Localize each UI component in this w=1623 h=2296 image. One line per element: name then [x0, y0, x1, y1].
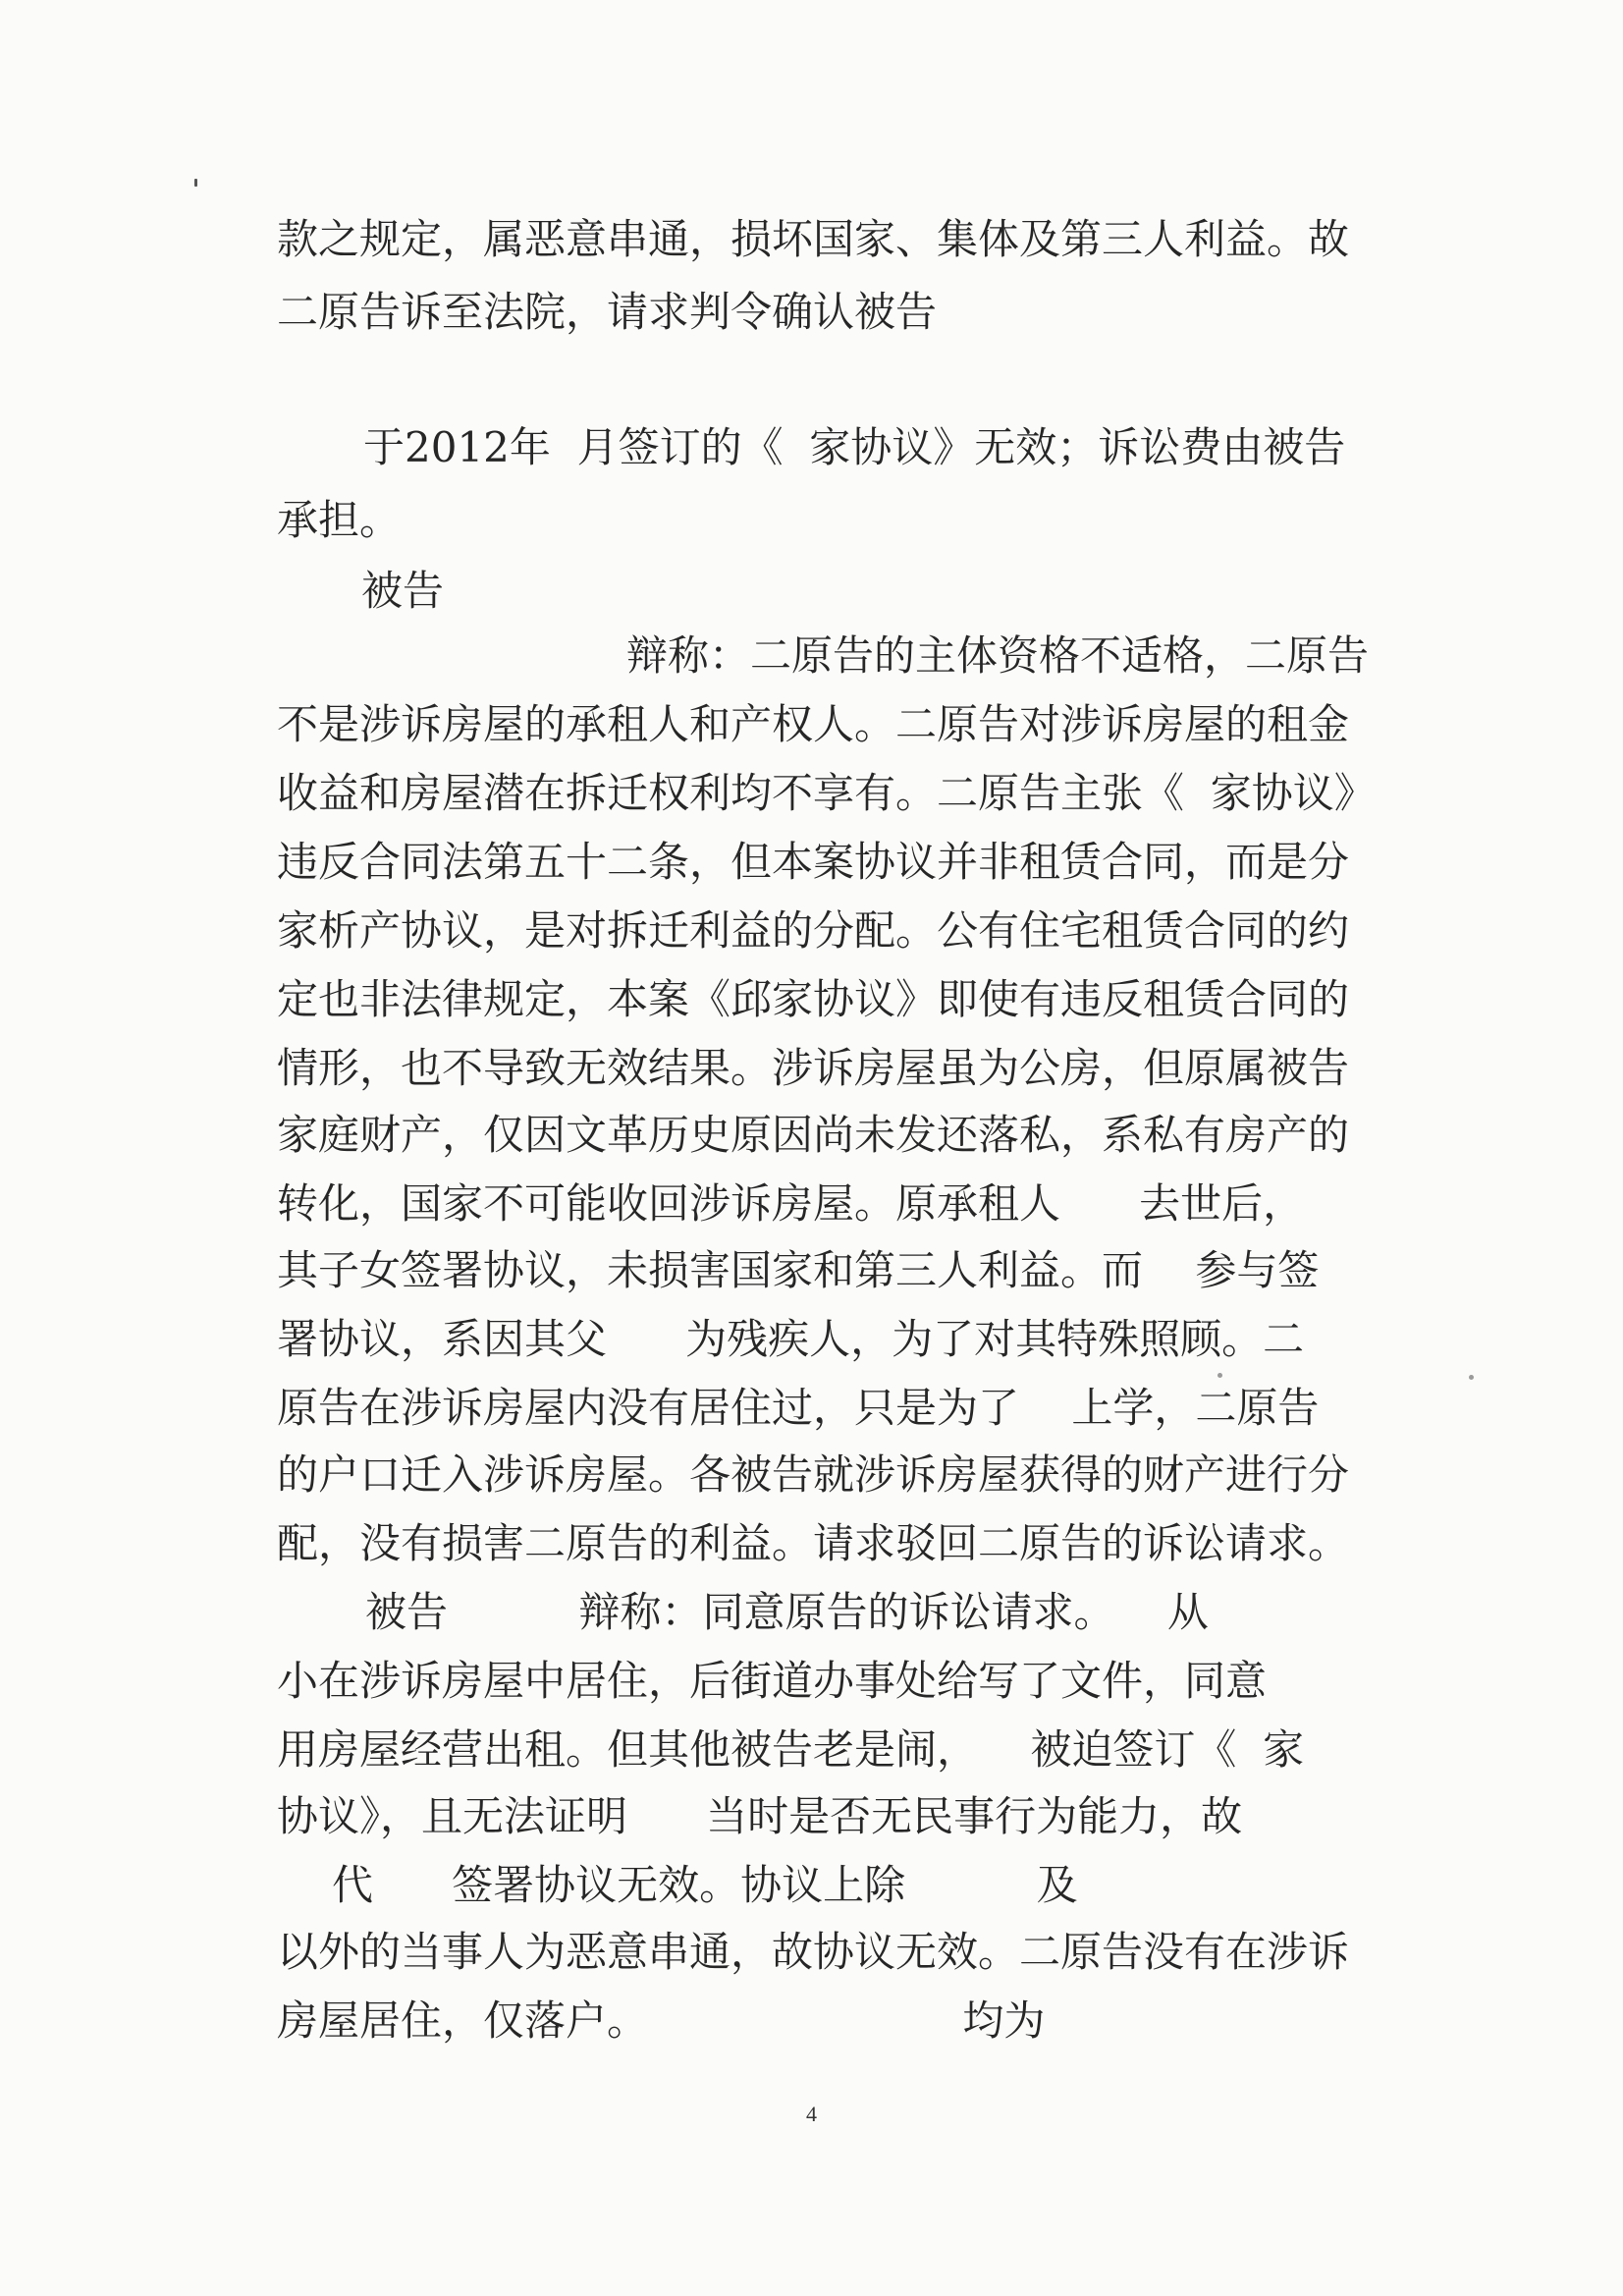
body-text-line: 被告	[361, 567, 445, 615]
body-text-line: 转化，国家不可能收回涉诉房屋。原承租人 去世后，	[277, 1179, 1305, 1228]
scan-speck	[194, 179, 197, 187]
body-text-line: 以外的当事人为恶意串通，故协议无效。二原告没有在涉诉	[277, 1928, 1350, 1976]
body-text-line: 定也非法律规定，本案《邱家协议》即使有违反租赁合同的	[277, 975, 1350, 1023]
body-text-line: 配，没有损害二原告的利益。请求驳回二原告的诉讼请求。	[277, 1519, 1350, 1567]
body-text-line: 情形，也不导致无效结果。涉诉房屋虽为公房，但原属被告	[277, 1044, 1350, 1092]
body-text-line: 家析产协议，是对拆迁利益的分配。公有住宅租赁合同的约	[277, 906, 1350, 955]
body-text-line: 不是涉诉房屋的承租人和产权人。二原告对涉诉房屋的租金	[277, 700, 1350, 748]
page-number: 4	[806, 2102, 817, 2126]
body-text-line: 被告 辩称：同意原告的诉讼请求。 从	[365, 1588, 1209, 1636]
body-text-line: 代 签署协议无效。协议上除 及	[332, 1861, 1078, 1909]
body-text-line: 协议》，且无法证明 当时是否无民事行为能力，故	[277, 1792, 1243, 1840]
body-text-line: 小在涉诉房屋中居住，后街道办事处给写了文件，同意	[277, 1657, 1268, 1705]
body-text-line: 承担。	[277, 496, 402, 544]
body-text-line: 收益和房屋潜在拆迁权利均不享有。二原告主张《 家协议》	[277, 769, 1376, 817]
body-text-line: 的户口迁入涉诉房屋。各被告就涉诉房屋获得的财产进行分	[277, 1450, 1350, 1499]
body-text-line: 其子女签署协议，未损害国家和第三人利益。而 参与签	[277, 1246, 1320, 1294]
body-text-line: 二原告诉至法院，请求判令确认被告	[277, 288, 938, 336]
body-text-line: 款之规定，属恶意串通，损坏国家、集体及第三人利益。故	[277, 215, 1350, 263]
body-text-line: 署协议，系因其父 为残疾人，为了对其特殊照顾。二	[277, 1315, 1305, 1363]
scan-speck	[1469, 1375, 1474, 1380]
body-text-line: 辩称：二原告的主体资格不适格，二原告	[626, 631, 1370, 680]
body-text-line: 家庭财产，仅因文革历史原因尚未发还落私，系私有房产的	[277, 1111, 1350, 1159]
body-text-line: 用房屋经营出租。但其他被告老是闹， 被迫签订《 家	[277, 1725, 1305, 1774]
body-text-line: 于2012年 月签订的《 家协议》无效；诉讼费由被告	[363, 423, 1346, 471]
body-text-line: 房屋居住，仅落户。 均为	[277, 1996, 1046, 2045]
body-text-line: 违反合同法第五十二条，但本案协议并非租赁合同，而是分	[277, 838, 1350, 886]
body-text-line: 原告在涉诉房屋内没有居住过，只是为了 上学，二原告	[277, 1384, 1320, 1432]
